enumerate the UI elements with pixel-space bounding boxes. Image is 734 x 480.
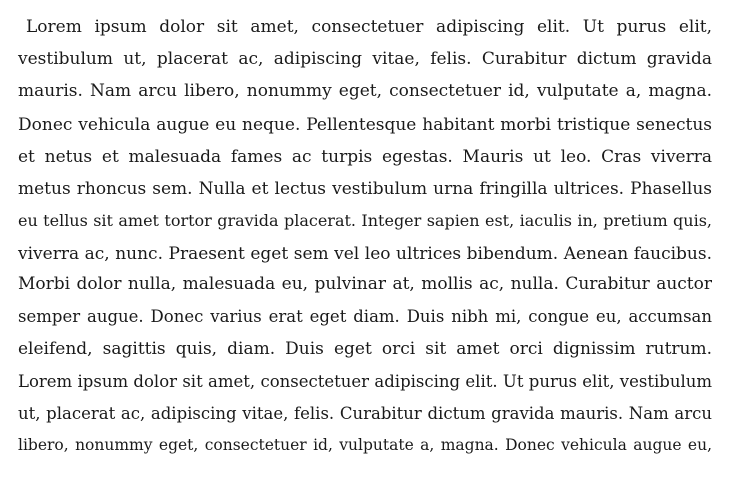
text-line: et netus et malesuada fames ac turpis egestas. Mauris ut leo. Cras viverra <box>18 147 712 167</box>
text-line: Lorem ipsum dolor sit amet, consectetuer adipiscing elit. Ut purus elit, vestibulum <box>18 372 712 391</box>
text-line: semper augue. Donec varius erat eget diam. Duis nibh mi, congue eu, accumsan <box>18 307 712 326</box>
text-line: metus rhoncus sem. Nulla et lectus vestibulum urna fringilla ultrices. Phasellus <box>18 179 712 199</box>
text-line: eleifend, sagittis quis, diam. Duis eget orci sit amet orci dignissim rutrum. <box>18 339 712 359</box>
text-line: eu tellus sit amet tortor gravida placerat. Integer sapien est, iaculis in, pretium quis, <box>18 211 712 230</box>
text-line: vestibulum ut, placerat ac, adipiscing vitae, felis. Curabitur dictum gravida <box>18 49 712 69</box>
text-line: libero, nonummy eget, consectetuer id, vulputate a, magna. Donec vehicula augue eu, <box>18 436 712 454</box>
text-line: Lorem ipsum dolor sit amet, consectetuer adipiscing elit. Ut purus elit, <box>26 17 712 37</box>
text-line: ut, placerat ac, adipiscing vitae, felis. Curabitur dictum gravida mauris. Nam arcu <box>18 404 712 423</box>
text-line: Morbi dolor nulla, malesuada eu, pulvinar at, mollis ac, nulla. Curabitur auctor <box>18 274 712 294</box>
text-line: Donec vehicula augue eu neque. Pellentesque habitant morbi tristique senectus <box>18 115 712 135</box>
text-line: mauris. Nam arcu libero, nonummy eget, consectetuer id, vulputate a, magna. <box>18 81 712 101</box>
text-line: viverra ac, nunc. Praesent eget sem vel leo ultrices bibendum. Aenean faucibus. <box>18 244 712 264</box>
